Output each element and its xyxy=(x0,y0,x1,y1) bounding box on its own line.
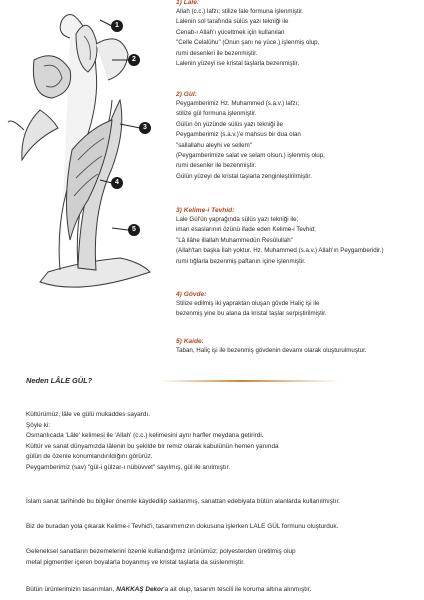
callout-2: 2 xyxy=(128,54,140,66)
paragraph-final xyxy=(26,585,416,596)
section-title: 1) Lale: xyxy=(176,0,200,6)
lale-gul-sculpture-illustration xyxy=(0,0,170,300)
section-line: iman esaslarının özünü ifade eden Kelime-i Tevhid; xyxy=(176,226,316,234)
section-line: "sallallahu aleyhi ve sellem" xyxy=(176,141,252,149)
section-lale xyxy=(176,0,420,69)
section-line: Cenab-ı Allah'ı yüceltmek için kullanılan xyxy=(176,28,285,36)
section-line: stilize gül formuna işlenmiştir. xyxy=(176,110,257,118)
brand-name: NAKKAŞ Dekor xyxy=(116,586,164,593)
section-kelime-i-tevhid xyxy=(176,207,420,267)
section-title: 3) Kelime-i Tevhid: xyxy=(176,207,235,214)
paragraph-line: Geleneksel sanatların bezemelerini özenle kullandığımız ürünümüz; polyesterden üretilmiş olup xyxy=(26,548,296,555)
section-line: rumi desenleri ile bezenmiştir. xyxy=(176,49,258,57)
section-title: 5) Kaide: xyxy=(176,338,204,345)
callout-3: 3 xyxy=(139,122,151,134)
section-line: Lalenin sol tarafında sülüs yazı tekniği ile xyxy=(176,18,289,26)
section-kaide xyxy=(176,338,420,356)
section-line: "Lâ ilâhe illallah Muhammedün Resûlullah" xyxy=(176,236,293,244)
section-govde xyxy=(176,291,420,320)
why-heading: Neden LÂLE GÜL? xyxy=(26,376,93,385)
gold-divider xyxy=(160,380,340,382)
paragraph-line: Şöyle ki: xyxy=(26,421,51,429)
paragraph-2 xyxy=(26,497,416,508)
section-line: Gülün yüzeyi de kristal taşlarla zenginleştirilmiştir. xyxy=(176,172,312,180)
section-line: Allah (c.c.) lafzı; stilize lale formuna işlenmiştir. xyxy=(176,8,304,15)
callout-1: 1 xyxy=(111,20,123,32)
section-title: 2) Gül: xyxy=(176,91,197,98)
final-text-after: 'a ait olup, tasarım tescili ile koruma altına alınmıştır. xyxy=(163,586,312,593)
section-line: Peygamberimiz (s.a.v.)'e mahsus bir dua olan xyxy=(176,131,301,139)
callout-4: 4 xyxy=(111,177,123,189)
callout-5: 5 xyxy=(128,224,140,236)
section-title: 4) Gövde: xyxy=(176,291,207,298)
paragraph-line: metal pigmentler içeren boyalarla boyanmış ve kristal taşlarla da süslenmiştir. xyxy=(26,558,245,566)
paragraph-line: Kültür ve sanat dünyamızda lâlenin bu şekilde bir remiz olarak kabulünün hemen yanında xyxy=(26,442,279,450)
section-line: rumi desenler ile bezenmiştir. xyxy=(176,162,257,170)
paragraph-line: Peygamberimiz (sav) "gül-i gülzar-ı nübüvvet" sayılmış, gül ile anılmıştır. xyxy=(26,463,231,471)
section-line: "Celle Celalühu" (Onun şanı ne yüce.) işlenmiş olup, xyxy=(176,39,320,47)
paragraph-line: Kültürümüz, lâle ve gülü mukaddes sayardı. xyxy=(26,411,150,418)
section-line: bezenmiş yine bu alana da kristal taşlar serpiştirilmiştir. xyxy=(176,310,327,318)
section-line: Lalenin yüzeyi ise kristal taşlarla bezenmiştir. xyxy=(176,60,300,68)
paragraph-4 xyxy=(26,547,416,568)
section-line: Lale Gül'ün yaprağında sülüs yazı tekniği ile; xyxy=(176,216,299,223)
sculpture-drawing xyxy=(0,0,170,300)
section-line: Peygamberimiz Hz. Muhammed (s.a.v.) lafzı; xyxy=(176,100,299,107)
paragraph-line: Biz de buradan yola çıkarak Kelime-i Tevhid'i, tasarımımızın dokusuna işlerken LALE GÜL formunu oluşturduk. xyxy=(26,523,339,530)
section-line: rumi tığlarla bezenmiş paftanın içine işlenmiştir. xyxy=(176,257,306,265)
paragraph-1 xyxy=(26,410,416,474)
paragraph-line: gülün de özenle konumlandırıldığını görürüz. xyxy=(26,453,153,461)
section-line: (Peygamberimize salat ve selam olsun.) işlenmiş olup, xyxy=(176,152,325,160)
section-line: (Allah'tan başka İlah yoktur. Hz. Muhammed (s.a.v.) Allah'ın Peygamberidir.) xyxy=(176,247,384,255)
paragraph-line: İslam sanat tarihinde bu bilgiler önemle kaydedilip saklanmış, sanattan edebiyata bütün alanlarda kullanılmıştır. xyxy=(26,498,341,505)
section-line: Taban, Haliç işi ile bezenmiş gövdenin devamı olarak oluşturulmuştur. xyxy=(176,347,367,354)
copyright-line xyxy=(26,585,416,596)
section-line: Gülün ön yüzünde sülüs yazı tekniği ile xyxy=(176,120,283,128)
section-gul xyxy=(176,91,420,182)
final-text-before: Bütün ürünlerimizin tasarımları, xyxy=(26,586,117,593)
paragraph-3 xyxy=(26,522,416,533)
paragraph-line: Osmanlıcada 'Lâle' kelimesi ile 'Allah' (c.c.) kelimesini aynı harfler meydana getirirdi. xyxy=(26,432,264,440)
section-line: Stilize edilmiş iki yapraktan oluşan gövde Haliç işi ile xyxy=(176,300,320,307)
